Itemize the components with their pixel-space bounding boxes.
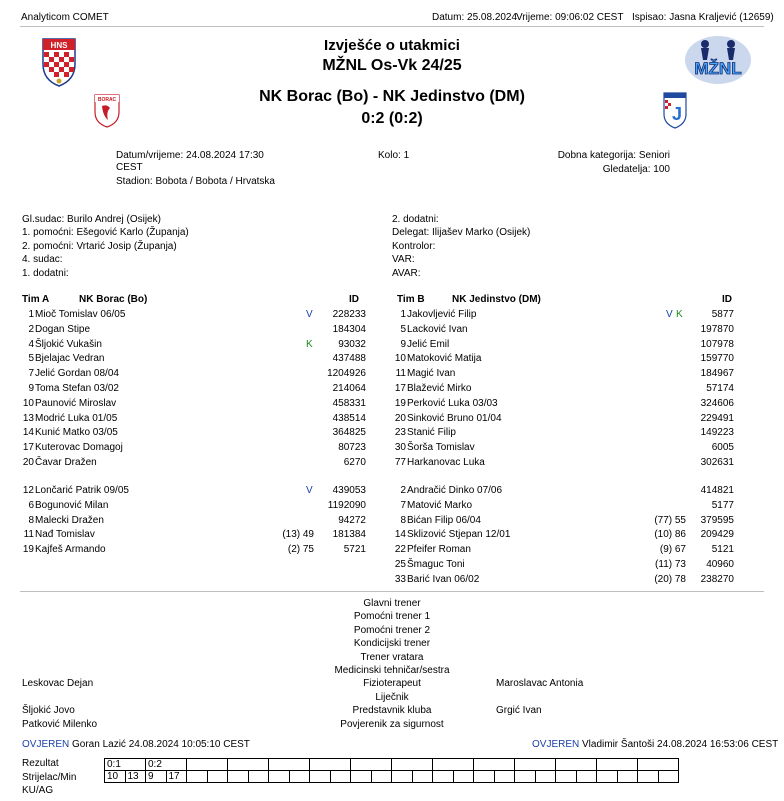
strijelac-cell: [453, 771, 474, 783]
player-name: Andračić Dinko 07/06: [407, 485, 503, 496]
player-id: 6005: [711, 442, 734, 454]
rezultat-cell: [597, 759, 638, 771]
player-row: [386, 323, 746, 337]
svg-text:MŽNL: MŽNL: [694, 59, 742, 78]
staff-divider: [20, 591, 764, 592]
verify-right-status: OVJEREN: [532, 739, 580, 750]
player-mark-v: V: [666, 309, 673, 320]
printed-by: Ispisao: Jasna Kraljević (12659): [632, 12, 774, 23]
staff-role: Glavni trener: [363, 598, 421, 609]
player-row: [14, 528, 374, 542]
player-name: Barić Ivan 06/02: [407, 573, 480, 585]
staff-role: Predstavnik kluba: [352, 705, 432, 717]
strijelac-cell: [474, 771, 495, 783]
player-id: 414821: [700, 485, 734, 496]
match-round: Kolo: 1: [378, 150, 410, 161]
player-row: [14, 338, 374, 352]
player-name: Dogan Stipe: [35, 323, 91, 335]
player-row: [386, 484, 746, 498]
strijelac-cell: [371, 771, 392, 783]
player-name: Lacković Ivan: [407, 323, 468, 335]
mznl-logo: [683, 30, 753, 88]
top-divider: [20, 26, 764, 27]
strijelac-cell: [433, 771, 454, 783]
strijelac-cell: [494, 771, 515, 783]
player-name: Lončarić Patrik 09/05: [35, 485, 129, 496]
rezultat-cell: [351, 759, 392, 771]
player-name: Jelić Emil: [407, 338, 450, 350]
official-left-line: 1. pomoćni: Ešegović Karlo (Županja): [22, 227, 189, 239]
strijelac-cell: [351, 771, 372, 783]
player-row: [386, 352, 746, 366]
player-id: 6270: [343, 457, 366, 468]
player-number: 5: [400, 323, 406, 335]
player-number: 77: [394, 457, 406, 468]
staff-name-team-b: Maroslavac Antonia: [496, 678, 584, 690]
player-substitution: (9) 67: [659, 544, 686, 556]
rezultat-cell: [269, 759, 310, 771]
strijelac-cell: [535, 771, 556, 783]
competition-title: MŽNL Os-Vk 24/25: [322, 57, 462, 74]
player-number: 33: [394, 573, 406, 585]
player-name: Harkanovac Luka: [407, 457, 485, 468]
official-right-line: 2. dodatni:: [392, 214, 439, 225]
player-name: Blažević Mirko: [407, 383, 472, 394]
player-id: 209429: [700, 529, 734, 541]
player-id: 80723: [338, 442, 366, 454]
player-number: 14: [394, 529, 406, 541]
player-row: [14, 514, 374, 528]
player-id: 364825: [332, 427, 366, 439]
player-number: 25: [394, 559, 406, 570]
player-id: 184304: [332, 323, 366, 335]
player-name: Bićan Filip 06/04: [407, 514, 481, 526]
player-number: 9: [400, 338, 406, 350]
player-id: 93032: [338, 338, 366, 350]
strijelac-cell: [269, 771, 290, 783]
player-number: 13: [22, 412, 34, 424]
player-name: Paunović Miroslav: [35, 397, 117, 409]
staff-name-team-a: Leskovac Dejan: [22, 678, 94, 690]
player-row: [386, 382, 746, 396]
player-id: 1204926: [327, 368, 366, 380]
player-name: Jakovljević Filip: [407, 309, 477, 320]
player-id: 458331: [332, 397, 366, 409]
player-number: 1: [400, 309, 406, 320]
player-name: Pfeifer Roman: [407, 544, 471, 556]
team-b-name: NK Jedinstvo (DM): [452, 294, 541, 305]
player-row: [386, 412, 746, 426]
verify-right-text: Vladimir Šantoši 24.08.2024 16:53:06 CEST: [582, 739, 779, 750]
rezultat-cell: [392, 759, 433, 771]
player-id: 107978: [700, 338, 734, 350]
official-right-line: AVAR:: [392, 267, 421, 279]
team-b-label: Tim B: [397, 294, 425, 305]
player-substitution: (13) 49: [282, 529, 314, 541]
player-number: 23: [394, 427, 406, 439]
player-name: Kunić Matko 03/05: [35, 427, 118, 439]
strijelac-cell: [248, 771, 269, 783]
borac-logo: [92, 92, 122, 128]
staff-role: Medicinski tehničar/sestra: [334, 665, 450, 676]
rezultat-cell: [474, 759, 515, 771]
rezultat-cell: [515, 759, 556, 771]
strijelac-cell: [412, 771, 433, 783]
strijelac-cell: [515, 771, 536, 783]
svg-text:HNS: HNS: [50, 41, 68, 50]
player-row: [14, 543, 374, 557]
player-row: [14, 456, 374, 470]
player-number: 11: [23, 529, 34, 541]
player-name: Šorša Tomislav: [407, 442, 475, 454]
player-number: 20: [394, 412, 406, 424]
player-mark-k: K: [676, 309, 683, 320]
player-row: [14, 441, 374, 455]
player-number: 6: [28, 499, 34, 511]
print-date: Datum: 25.08.2024: [432, 12, 518, 23]
print-time: Vrijeme: 09:06:02 CEST: [516, 12, 624, 23]
player-id: 324606: [700, 397, 734, 409]
player-number: 20: [22, 457, 34, 468]
player-id: 229491: [700, 412, 734, 424]
rezultat-label: Rezultat: [22, 758, 59, 769]
player-name: Šmaguc Toni: [407, 559, 465, 570]
rezultat-row: [105, 759, 679, 771]
strijelac-label: Strijelac/Min: [22, 772, 77, 783]
player-number: 14: [22, 427, 34, 439]
team-a-id-header: ID: [349, 294, 359, 305]
player-substitution: (11) 73: [655, 559, 686, 570]
player-name: Čavar Dražen: [35, 457, 97, 468]
player-name: Šljokić Vukašin: [35, 338, 102, 350]
staff-role: Povjerenik za sigurnost: [340, 718, 444, 730]
player-row: [386, 456, 746, 470]
staff-name-team-a: Patković Milenko: [22, 718, 98, 730]
strijelac-cell: [556, 771, 577, 783]
player-id: 238270: [700, 573, 734, 585]
svg-text:J: J: [671, 104, 683, 124]
player-id: 94272: [338, 514, 366, 526]
player-number: 22: [394, 544, 406, 556]
rezultat-cell: [310, 759, 351, 771]
player-mark: V: [306, 309, 313, 320]
player-number: 11: [395, 368, 406, 380]
player-number: 19: [394, 397, 406, 409]
staff-role: Kondicijski trener: [353, 638, 431, 650]
player-row: [386, 573, 746, 587]
strijelac-row: [105, 771, 679, 783]
result-grid: [104, 758, 679, 794]
player-id: 197870: [700, 323, 734, 335]
player-number: 2: [28, 323, 34, 335]
player-substitution: (2) 75: [287, 544, 314, 556]
player-row: [14, 382, 374, 396]
official-right-line: VAR:: [392, 254, 415, 266]
match-title: NK Borac (Bo) - NK Jedinstvo (DM): [259, 88, 525, 105]
staff-name-team-a: Šljokić Jovo: [22, 705, 75, 717]
player-name: Toma Stefan 03/02: [35, 383, 119, 394]
official-right-line: Kontrolor:: [392, 240, 436, 252]
strijelac-cell: [576, 771, 597, 783]
player-id: 214064: [332, 383, 366, 394]
kuag-row: [105, 783, 679, 795]
official-left-line: 1. dodatni:: [22, 267, 69, 279]
rezultat-cell: [638, 759, 679, 771]
match-stadium: Stadion: Bobota / Bobota / Hrvatska: [116, 176, 275, 187]
player-row: [14, 352, 374, 366]
staff-role: Fizioterapeut: [363, 678, 421, 690]
player-number: 4: [28, 338, 34, 350]
player-number: 10: [394, 353, 406, 365]
player-name: Jelić Gordan 08/04: [35, 368, 119, 380]
rezultat-cell: [433, 759, 474, 771]
staff-role: Pomoćni trener 2: [353, 624, 431, 636]
player-name: Perković Luka 03/03: [407, 397, 498, 409]
player-id: 5177: [711, 499, 734, 511]
official-left-line: 2. pomoćni: Vrtarić Josip (Županja): [22, 240, 177, 252]
player-number: 7: [400, 499, 406, 511]
player-row: [386, 426, 746, 440]
player-name: Modrić Luka 01/05: [35, 412, 118, 424]
report-title: Izvješće o utakmici: [324, 37, 460, 54]
player-id: 5877: [711, 309, 734, 320]
player-name: Stanić Filip: [407, 427, 456, 439]
staff-role: Liječnik: [375, 691, 409, 703]
player-name: Kuterovac Domagoj: [35, 442, 123, 454]
player-id: 181384: [332, 529, 366, 541]
staff-role: Trener vratara: [360, 651, 424, 663]
spectators: Gledatelja: 100: [602, 164, 670, 175]
player-row: [386, 308, 746, 322]
player-name: Magić Ivan: [407, 368, 456, 380]
player-row: [386, 528, 746, 542]
svg-text:BORAC: BORAC: [97, 97, 117, 103]
player-id: 5721: [343, 544, 366, 556]
staff-role: Pomoćni trener 1: [353, 611, 431, 623]
strijelac-cell: [617, 771, 638, 783]
strijelac-cell: 17: [166, 771, 187, 783]
strijelac-cell: [597, 771, 618, 783]
official-left-line: 4. sudac:: [22, 254, 63, 266]
player-row: [386, 543, 746, 557]
player-substitution: (77) 55: [654, 514, 686, 526]
strijelac-cell: 9: [146, 771, 167, 783]
player-id: 439053: [332, 485, 366, 496]
player-substitution: (20) 78: [654, 573, 686, 585]
player-number: 7: [28, 368, 34, 380]
official-right-line: Delegat: Ilijašev Marko (Osijek): [392, 227, 531, 239]
team-a-label: Tim A: [22, 294, 50, 305]
player-substitution: (10) 86: [654, 529, 686, 541]
player-row: [386, 514, 746, 528]
match-score: 0:2 (0:2): [361, 110, 423, 127]
player-id: 228233: [332, 309, 366, 320]
jedinstvo-logo: [662, 90, 688, 130]
verify-left: [22, 739, 250, 750]
player-name: Sinković Bruno 01/04: [407, 412, 502, 424]
player-row: [14, 397, 374, 411]
strijelac-cell: [658, 771, 679, 783]
player-name: Mioč Tomislav 06/05: [35, 309, 126, 320]
player-id: 438514: [332, 412, 366, 424]
player-row: [386, 441, 746, 455]
player-row: [14, 484, 374, 498]
player-name: Kajfeš Armando: [35, 544, 106, 556]
player-row: [14, 367, 374, 381]
player-row: [14, 308, 374, 322]
player-name: Bjelajac Vedran: [35, 353, 105, 365]
strijelac-cell: 10: [105, 771, 126, 783]
verify-left-status: OVJEREN: [22, 739, 70, 750]
player-row: [386, 499, 746, 513]
rezultat-cell: [228, 759, 269, 771]
strijelac-cell: [228, 771, 249, 783]
strijelac-cell: [310, 771, 331, 783]
verify-right: [532, 739, 778, 750]
strijelac-cell: 13: [125, 771, 146, 783]
player-row: [14, 426, 374, 440]
team-b-id-header: ID: [722, 294, 732, 305]
kuag-cell: [105, 783, 679, 795]
player-row: [14, 499, 374, 513]
player-name: Matoković Matija: [407, 353, 482, 365]
strijelac-cell: [392, 771, 413, 783]
player-number: 17: [394, 383, 406, 394]
player-row: [386, 558, 746, 572]
player-row: [14, 412, 374, 426]
player-id: 149223: [700, 427, 734, 439]
player-id: 379595: [700, 514, 734, 526]
strijelac-cell: [638, 771, 659, 783]
player-name: Bogunović Milan: [35, 499, 109, 511]
player-name: Sklizović Stjepan 12/01: [407, 529, 511, 541]
age-category: Dobna kategorija: Seniori: [557, 150, 670, 161]
official-left-line: Gl.sudac: Burilo Andrej (Osijek): [22, 214, 161, 225]
player-id: 1192090: [327, 499, 366, 511]
system-name: Analyticom COMET: [21, 12, 109, 23]
player-row: [386, 338, 746, 352]
player-number: 2: [400, 485, 406, 496]
strijelac-cell: [289, 771, 310, 783]
player-id: 184967: [700, 368, 734, 380]
player-row: [386, 397, 746, 411]
player-id: 40960: [706, 559, 734, 570]
player-number: 1: [28, 309, 34, 320]
match-timezone: CEST: [116, 162, 143, 173]
player-number: 8: [400, 514, 406, 526]
player-number: 10: [22, 397, 34, 409]
player-number: 30: [394, 442, 406, 454]
strijelac-cell: [207, 771, 228, 783]
player-number: 5: [28, 353, 34, 365]
rezultat-cell: [187, 759, 228, 771]
strijelac-cell: [187, 771, 208, 783]
staff-name-team-b: Grgić Ivan: [496, 705, 542, 717]
rezultat-cell: 0:2: [146, 759, 187, 771]
team-a-name: NK Borac (Bo): [79, 294, 148, 305]
player-mark: K: [306, 338, 313, 350]
match-datetime: Datum/vrijeme: 24.08.2024 17:30: [116, 150, 264, 161]
player-id: 57174: [706, 383, 734, 394]
player-number: 17: [22, 442, 34, 454]
verify-left-text: Goran Lazić 24.08.2024 10:05:10 CEST: [72, 739, 250, 750]
player-id: 302631: [700, 457, 734, 468]
player-name: Nađ Tomislav: [35, 529, 95, 541]
kuag-label: KU/AG: [22, 785, 54, 796]
player-mark: V: [306, 485, 313, 496]
strijelac-cell: [330, 771, 351, 783]
player-number: 12: [22, 485, 34, 496]
player-name: Matović Marko: [407, 499, 473, 511]
player-row: [14, 323, 374, 337]
player-id: 437488: [332, 353, 366, 365]
player-id: 159770: [700, 353, 734, 365]
rezultat-cell: [556, 759, 597, 771]
player-number: 19: [22, 544, 34, 556]
player-number: 8: [28, 514, 34, 526]
hns-logo: [42, 34, 76, 88]
player-number: 9: [28, 383, 34, 394]
rezultat-cell: 0:1: [105, 759, 146, 771]
player-name: Malecki Dražen: [35, 514, 104, 526]
player-id: 5121: [711, 544, 734, 556]
player-row: [386, 367, 746, 381]
